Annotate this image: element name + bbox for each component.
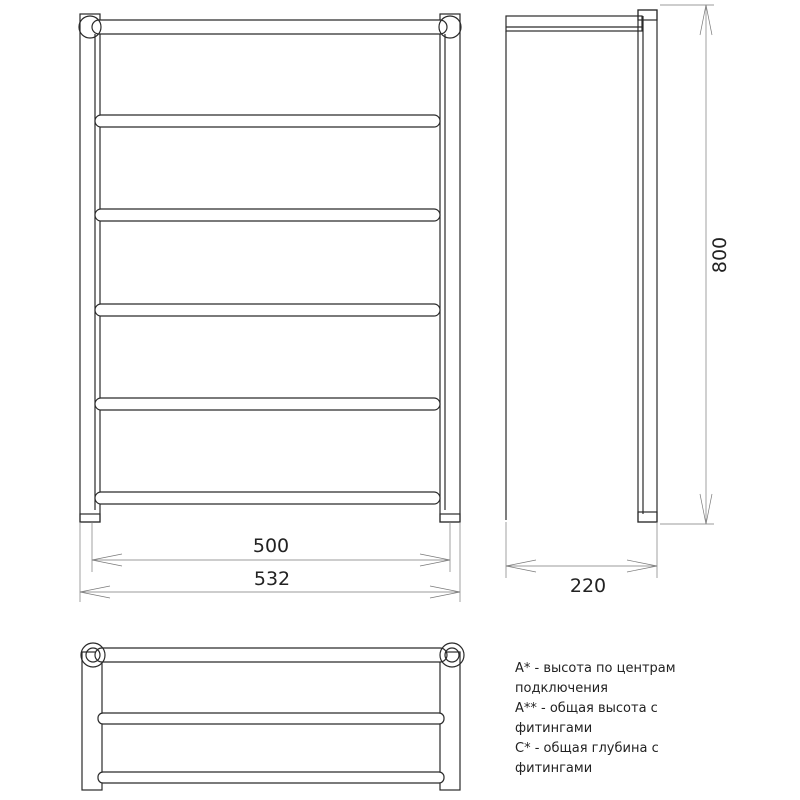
front-right-riser [440,14,460,522]
height-dimension [660,5,731,524]
front-rung-5 [95,492,440,504]
front-top-bar [92,20,447,34]
front-view [79,14,461,522]
note-line-1: A* - высота по центрам [515,661,676,676]
depth-dimension [506,522,657,597]
note-line-4: фитингами [515,721,593,736]
dimension-800-label: 800 [709,236,731,274]
top-view-upper-bar [95,648,447,662]
front-rung-3 [95,304,440,316]
top-view [81,643,464,790]
top-view-middle-bar [98,713,444,724]
side-riser [638,10,657,522]
side-riser-fitting [638,512,657,522]
front-rung-4 [95,398,440,410]
front-rung-2 [95,209,440,221]
note-line-3: A** - общая высота с [515,701,658,716]
side-top-bar [506,16,642,31]
front-left-fitting [80,514,100,522]
note-line-5: C* - общая глубина с [515,741,659,756]
front-left-riser [80,14,100,522]
dimension-220-label: 220 [569,575,607,597]
front-rung-1 [95,115,440,127]
note-line-6: фитингами [515,761,593,776]
top-view-lower-bar [98,772,444,783]
dimension-532-label: 532 [253,568,291,590]
width-dimensions [80,522,460,602]
front-right-fitting [440,514,460,522]
note-line-2: подключения [515,681,608,696]
side-view [506,10,657,522]
notes-block [515,661,676,776]
dimension-500-label: 500 [252,535,290,557]
